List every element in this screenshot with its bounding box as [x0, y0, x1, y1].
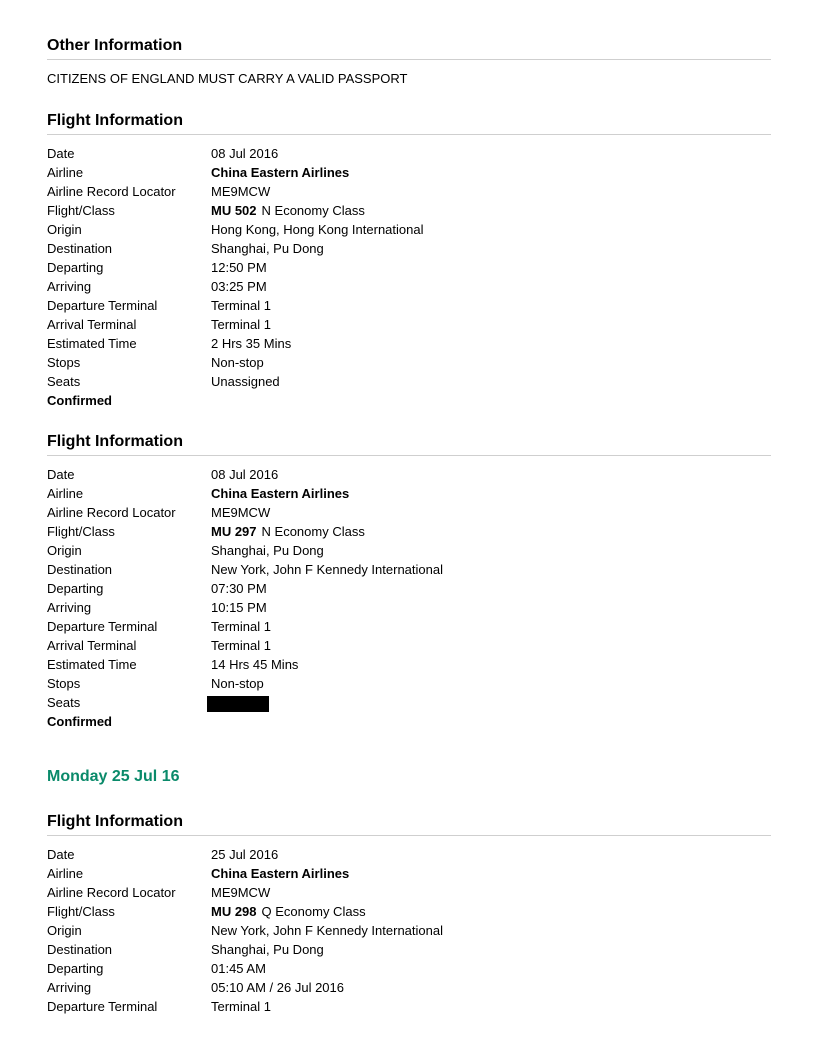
label: Arrival Terminal: [47, 638, 137, 653]
record-locator-value: ME9MCW: [211, 885, 271, 900]
label: Stops: [47, 676, 81, 691]
row-estimated-time: [47, 334, 771, 353]
row-record-locator: [47, 182, 771, 201]
flight-details-table: [47, 465, 771, 731]
label: Destination: [47, 562, 113, 577]
flight-class-value: [211, 522, 771, 541]
label: Arriving: [47, 980, 92, 995]
row-date: [47, 845, 771, 864]
origin-value: Shanghai, Pu Dong: [211, 543, 324, 558]
row-departure-terminal: [47, 997, 771, 1016]
flight-number: MU 297: [211, 524, 257, 539]
label: Stops: [47, 355, 81, 370]
row-record-locator: [47, 503, 771, 522]
departure-terminal-value: Terminal 1: [211, 999, 271, 1014]
label: Date: [47, 146, 75, 161]
origin-value: Hong Kong, Hong Kong International: [211, 222, 424, 237]
departing-value: 07:30 PM: [211, 581, 267, 596]
label: Arriving: [47, 600, 92, 615]
estimated-time-value: 14 Hrs 45 Mins: [211, 657, 299, 672]
section-title: Flight Information: [47, 813, 771, 836]
row-origin: [47, 541, 771, 560]
flight-section-1: [47, 112, 771, 410]
label: Arriving: [47, 279, 92, 294]
date-value: 25 Jul 2016: [211, 847, 279, 862]
label: Departing: [47, 581, 104, 596]
arriving-value: 05:10 AM / 26 Jul 2016: [211, 980, 344, 995]
row-seats: [47, 372, 771, 391]
label: Origin: [47, 923, 82, 938]
label: Departure Terminal: [47, 619, 158, 634]
row-flight-class: [47, 201, 771, 220]
label: Seats: [47, 695, 81, 710]
label: Airline: [47, 165, 84, 180]
row-date: [47, 144, 771, 163]
row-date: [47, 465, 771, 484]
redaction-bar: [207, 696, 269, 712]
date-value: 08 Jul 2016: [211, 146, 279, 161]
arrival-terminal-value: Terminal 1: [211, 638, 271, 653]
row-flight-class: [47, 522, 771, 541]
seats-value: Unassigned: [211, 374, 280, 389]
label: Departing: [47, 961, 104, 976]
row-estimated-time: [47, 655, 771, 674]
section-title: Flight Information: [47, 112, 771, 135]
class-of-service: N Economy Class: [261, 203, 365, 218]
flight-details-table: [47, 144, 771, 410]
airline-value: China Eastern Airlines: [211, 866, 350, 881]
class-of-service: Q Economy Class: [261, 904, 366, 919]
stops-value: Non-stop: [211, 676, 264, 691]
row-stops: [47, 353, 771, 372]
arriving-value: 10:15 PM: [211, 600, 267, 615]
flight-section-3: [47, 813, 771, 1016]
row-origin: [47, 220, 771, 239]
flight-number: MU 298: [211, 904, 257, 919]
row-arriving: [47, 277, 771, 296]
departure-terminal-value: Terminal 1: [211, 619, 271, 634]
label: Departure Terminal: [47, 999, 158, 1014]
airline-value: China Eastern Airlines: [211, 165, 350, 180]
label: Origin: [47, 543, 82, 558]
label: Airline Record Locator: [47, 505, 176, 520]
record-locator-value: ME9MCW: [211, 184, 271, 199]
row-stops: [47, 674, 771, 693]
status-confirmed: Confirmed: [47, 393, 112, 408]
row-destination: [47, 940, 771, 959]
row-seats: [47, 693, 771, 712]
row-arrival-terminal: [47, 636, 771, 655]
label: Airline Record Locator: [47, 885, 176, 900]
departing-value: 01:45 AM: [211, 961, 266, 976]
row-departing: [47, 579, 771, 598]
row-departing: [47, 258, 771, 277]
flight-number: MU 502: [211, 203, 257, 218]
flight-section-2: [47, 433, 771, 731]
row-flight-class: [47, 902, 771, 921]
estimated-time-value: 2 Hrs 35 Mins: [211, 336, 292, 351]
label: Destination: [47, 942, 113, 957]
row-airline: [47, 864, 771, 883]
arrival-terminal-value: Terminal 1: [211, 317, 271, 332]
stops-value: Non-stop: [211, 355, 264, 370]
label: Airline Record Locator: [47, 184, 176, 199]
label: Departing: [47, 260, 104, 275]
label: Date: [47, 467, 75, 482]
label: Flight/Class: [47, 904, 115, 919]
label: Date: [47, 847, 75, 862]
label: Airline: [47, 866, 84, 881]
arriving-value: 03:25 PM: [211, 279, 267, 294]
passport-notice: CITIZENS OF ENGLAND MUST CARRY A VALID PASSPORT: [47, 71, 408, 86]
seats-value: [211, 693, 771, 712]
row-arrival-terminal: [47, 315, 771, 334]
destination-value: Shanghai, Pu Dong: [211, 241, 324, 256]
label: Departure Terminal: [47, 298, 158, 313]
day-heading: Monday 25 Jul 16: [47, 768, 180, 785]
departure-terminal-value: Terminal 1: [211, 298, 271, 313]
label: Destination: [47, 241, 113, 256]
row-destination: [47, 560, 771, 579]
destination-value: New York, John F Kennedy International: [211, 562, 443, 577]
section-title: Flight Information: [47, 433, 771, 456]
row-airline: [47, 484, 771, 503]
row-record-locator: [47, 883, 771, 902]
row-arriving: [47, 978, 771, 997]
origin-value: New York, John F Kennedy International: [211, 923, 443, 938]
row-airline: [47, 163, 771, 182]
departing-value: 12:50 PM: [211, 260, 267, 275]
flight-details-table: [47, 845, 771, 1016]
row-departure-terminal: [47, 296, 771, 315]
row-destination: [47, 239, 771, 258]
label: Flight/Class: [47, 203, 115, 218]
airline-value: China Eastern Airlines: [211, 486, 350, 501]
label: Estimated Time: [47, 657, 137, 672]
label: Airline: [47, 486, 84, 501]
label: Arrival Terminal: [47, 317, 137, 332]
status-confirmed: Confirmed: [47, 714, 112, 729]
record-locator-value: ME9MCW: [211, 505, 271, 520]
label: Origin: [47, 222, 82, 237]
section-title: Other Information: [47, 37, 771, 60]
row-arriving: [47, 598, 771, 617]
label: Flight/Class: [47, 524, 115, 539]
other-information-section: [47, 37, 771, 88]
date-value: 08 Jul 2016: [211, 467, 279, 482]
label: Estimated Time: [47, 336, 137, 351]
row-origin: [47, 921, 771, 940]
row-departing: [47, 959, 771, 978]
class-of-service: N Economy Class: [261, 524, 365, 539]
flight-class-value: [211, 902, 771, 921]
destination-value: Shanghai, Pu Dong: [211, 942, 324, 957]
row-departure-terminal: [47, 617, 771, 636]
label: Seats: [47, 374, 81, 389]
flight-class-value: [211, 201, 771, 220]
